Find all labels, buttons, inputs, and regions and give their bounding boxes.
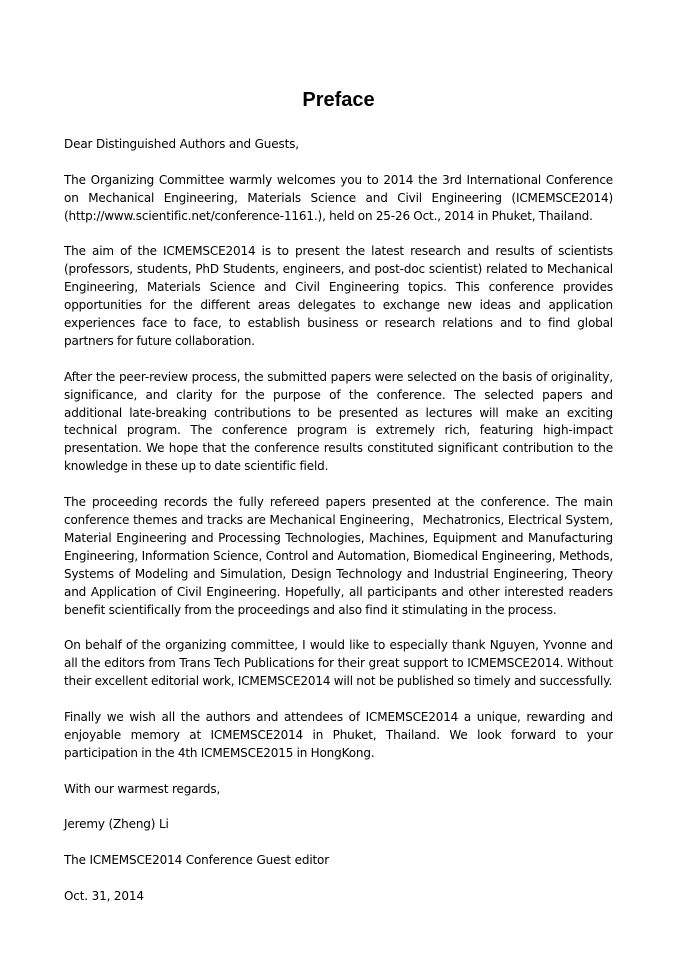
paragraph-themes: The proceeding records the fully refereed papers presented at the conference. The main conference themes and tracks are Mechanical Engineering，Mechatronics, Electrical System, Material Engineering and Processing Technologies, Machines, Equipment and Manufacturing Engineering, Information Science, Control and Automation, Biomedical Engineering, Methods, Systems of Modeling and Simulation, Design Technology and Industrial Engineering, Theory and Application of Civil Engineering. Hopefully, all participants and other interested readers benefit scientifically from the proceedings and also find it stimulating in the process. — [64, 495, 613, 617]
paragraph-welcome: The Organizing Committee warmly welcomes you to 2014 the 3rd International Conference on Mechanical Engineering, Materials Science and Civil Engineering (ICMEMSCE2014) (http://www.scientific.net/conference-1161.), held on 25-26 Oct., 2014 in Phuket, Thailand. — [64, 172, 613, 223]
document-date: Oct. 31, 2014 — [64, 888, 144, 903]
signatory-name: Jeremy (Zheng) Li — [64, 817, 169, 832]
preface-page — [64, 88, 613, 924]
closing-regards: With our warmest regards, — [64, 781, 221, 796]
paragraph-aim: The aim of the ICMEMSCE2014 is to present the latest research and results of scientists (professors, students, PhD Students, engineers, and post-doc scientist) related to Mechanical Engineering, Materials Science and Civil Engineering topics. This conference provides opportunities for the different areas delegates to exchange new ideas and application experiences face to face, to establish business or research relations and to find global partners for future collaboration. — [64, 244, 613, 348]
page-title: Preface — [302, 89, 375, 111]
paragraph-review: After the peer-review process, the submitted papers were selected on the basis of originality, significance, and clarity for the purpose of the conference. The selected papers and additional late-breaking contributions to be presented as lectures will make an exciting technical program. The conference program is extremely rich, featuring high-impact presentation. We hope that the conference results constituted significant contribution to the knowledge in these up to date scientific field. — [64, 369, 613, 474]
salutation: Dear Distinguished Authors and Guests, — [64, 137, 299, 151]
paragraph-thanks: On behalf of the organizing committee, I would like to especially thank Nguyen, Yvonne and all the editors from Trans Tech Publications for their great support to ICMEMSCE2014. Without their excellent editorial work, ICMEMSCE2014 will not be published so timely and successfully. — [64, 638, 613, 689]
signatory-role: The ICMEMSCE2014 Conference Guest editor — [64, 853, 330, 868]
paragraph-closing-wish: Finally we wish all the authors and attendees of ICMEMSCE2014 a unique, rewarding and enjoyable memory at ICMEMSCE2014 in Phuket, Thailand. We look forward to your participation in the 4th ICMEMSCE2015 in HongKong. — [64, 709, 613, 760]
